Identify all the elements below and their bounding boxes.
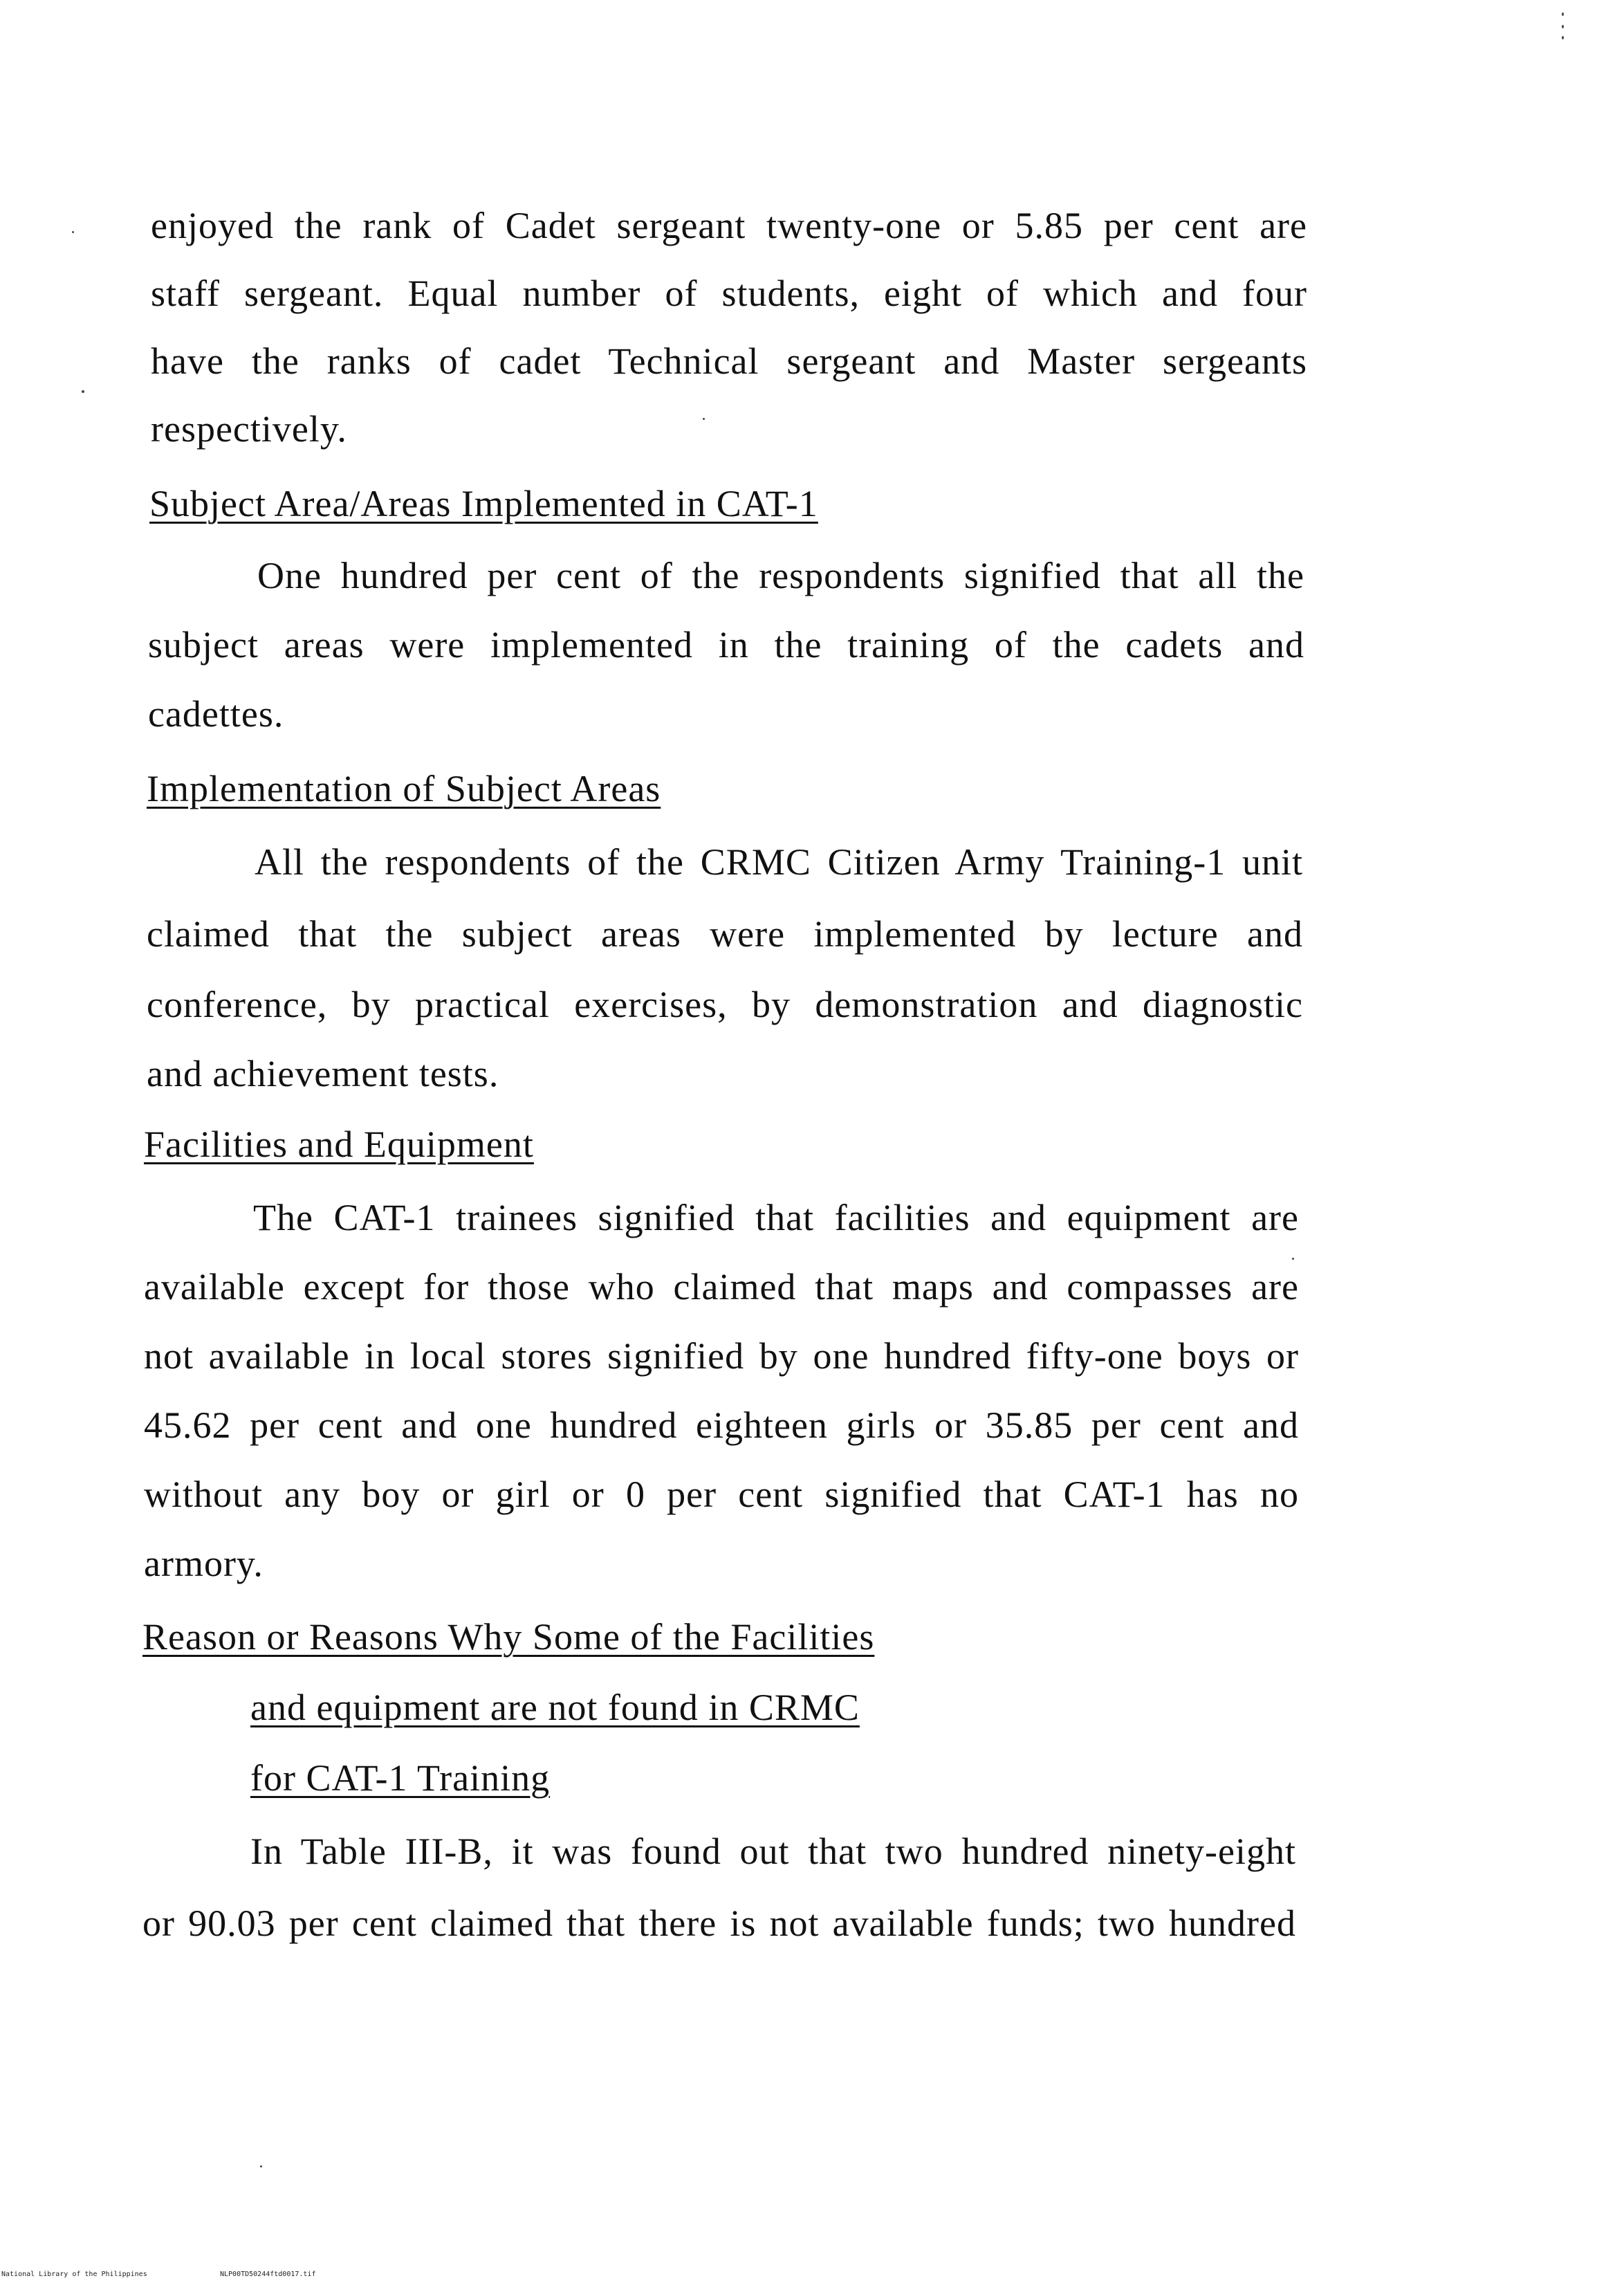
paragraph-3-line-3: conference, by practical exercises, by demonstration and diagnostic xyxy=(147,984,1303,1025)
paragraph-4-line-3: not available in local stores signified by one hundred fifty-one boys or xyxy=(144,1335,1299,1377)
section-heading-implementation: Implementation of Subject Areas xyxy=(147,768,661,809)
paragraph-2-line-3: cadettes. xyxy=(148,693,284,735)
scan-speck xyxy=(1562,25,1564,28)
scan-speck xyxy=(82,390,84,393)
paragraph-5-line-1: In Table III-B, it was found out that two hundred ninety-eight xyxy=(250,1831,1296,1872)
footer-library-name: National Library of the Philippines xyxy=(1,2271,147,2278)
section-heading-reasons-line-2: and equipment are not found in CRMC xyxy=(250,1687,860,1728)
paragraph-4-line-2: available except for those who claimed that maps and compasses are xyxy=(144,1266,1299,1308)
paragraph-3-line-1: All the respondents of the CRMC Citizen Army Training-1 unit xyxy=(255,841,1303,883)
section-heading-facilities: Facilities and Equipment xyxy=(144,1124,534,1165)
section-heading-subject-areas: Subject Area/Areas Implemented in CAT-1 xyxy=(149,483,818,524)
paragraph-1-line-3: have the ranks of cadet Technical sergeant and Master sergeants xyxy=(151,340,1307,382)
paragraph-4-line-4: 45.62 per cent and one hundred eighteen girls or 35.85 per cent and xyxy=(144,1404,1299,1446)
paragraph-1-line-2: staff sergeant. Equal number of students, eight of which and four xyxy=(151,273,1307,314)
scan-speck xyxy=(1292,1258,1294,1260)
paragraph-2-line-2: subject areas were implemented in the training of the cadets and xyxy=(148,624,1304,666)
section-heading-reasons-line-1: Reason or Reasons Why Some of the Facilities xyxy=(142,1616,875,1658)
paragraph-4-line-1: The CAT-1 trainees signified that facilities and equipment are xyxy=(253,1197,1299,1238)
scan-speck xyxy=(260,2165,262,2167)
paragraph-3-line-4: and achievement tests. xyxy=(147,1053,499,1094)
paragraph-5-line-2: or 90.03 per cent claimed that there is not available funds; two hundred xyxy=(142,1902,1296,1944)
paragraph-1-line-4: respectively. xyxy=(151,408,347,450)
scan-speck xyxy=(72,231,74,233)
paragraph-1-line-1: enjoyed the rank of Cadet sergeant twenty-one or 5.85 per cent are xyxy=(151,205,1307,246)
paragraph-4-line-6: armory. xyxy=(144,1543,264,1584)
section-heading-reasons-line-3: for CAT-1 Training xyxy=(250,1757,551,1799)
paragraph-3-line-2: claimed that the subject areas were implemented by lecture and xyxy=(147,913,1303,955)
scan-speck xyxy=(1562,12,1564,16)
scan-speck xyxy=(703,418,705,420)
scan-speck xyxy=(1562,36,1564,39)
paragraph-2-line-1: One hundred per cent of the respondents signified that all the xyxy=(257,555,1304,596)
footer-file-id: NLP00TD50244ftd0017.tif xyxy=(220,2271,316,2278)
paragraph-4-line-5: without any boy or girl or 0 per cent signified that CAT-1 has no xyxy=(144,1474,1299,1515)
